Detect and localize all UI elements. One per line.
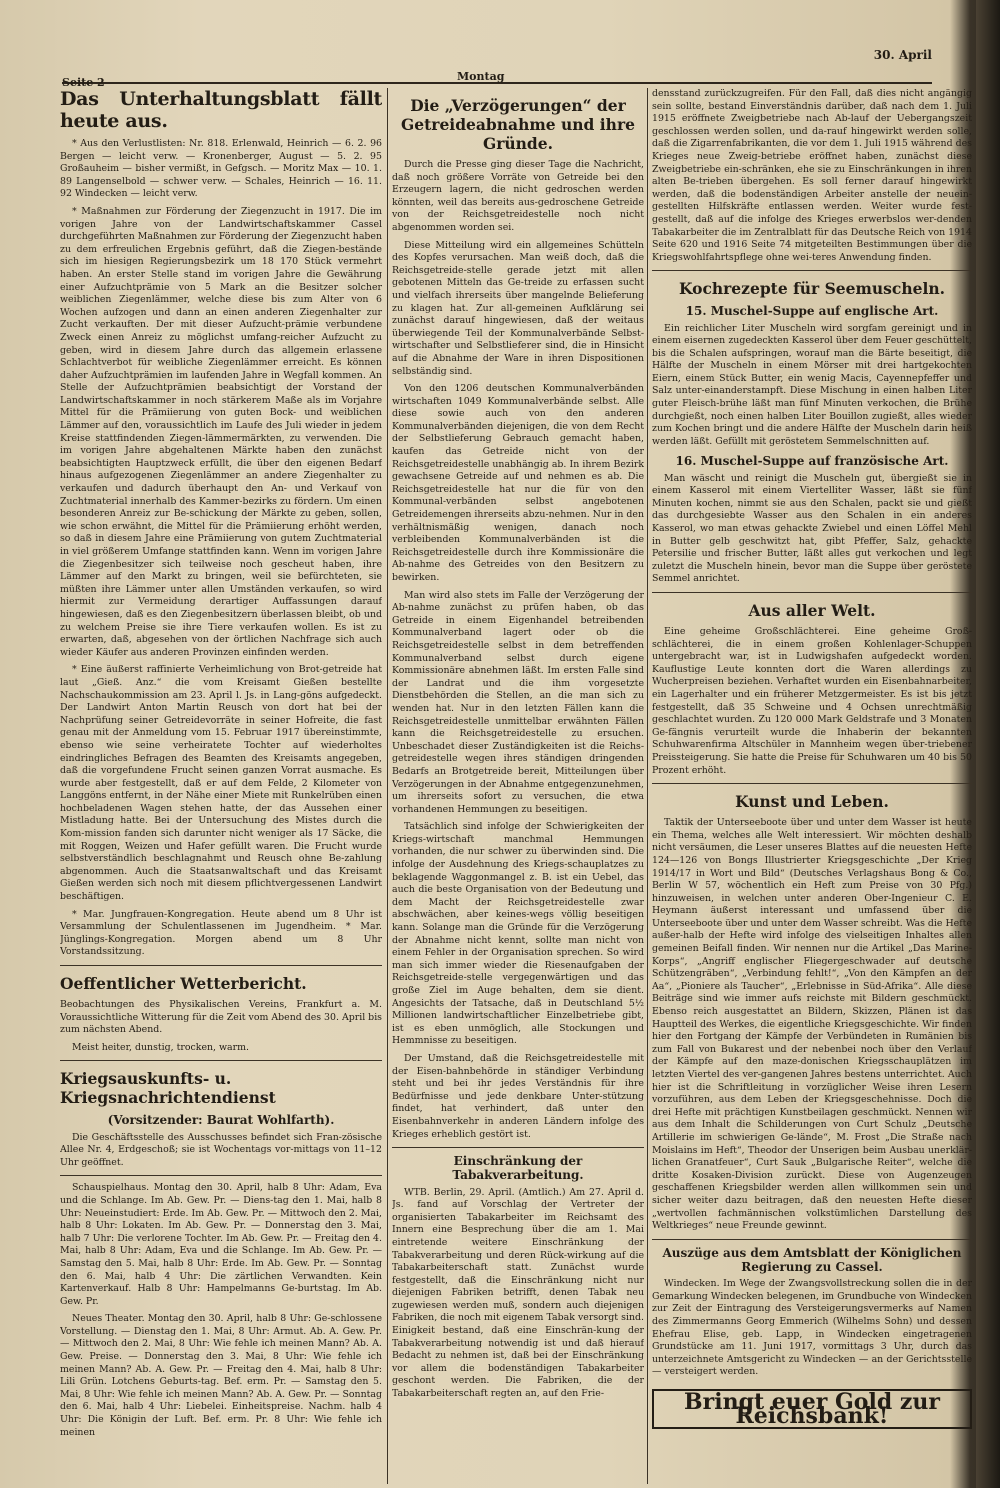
official-gazette-text: Windecken. Im Wege der Zwangsvollstreckung sollen die in der Gemarkung Windecken belegenen, im Grundbuche von Windecken zur Zeit der Eintragung des Versteigerungsvermerks auf Namen des Zimmermanns Georg Emmerich (Wilhelms Sohn) und dessen Ehefrau Elise, geb. Lapp, in Windecken eingetragenen Grundstücke am 11. Juni 1917, vormittags 3 Uhr, durch das unterzeichnete Amtsgericht zu Windecken — an der Gerichtsstelle — versteigert werden. [652, 1278, 972, 1378]
grain-paragraph: Von den 1206 deutschen Kommunalverbänden wirtschaften 1049 Kommunalverbände selbst. Alle diese sowie auch von den anderen Kommunalverbänden diejenigen, die von dem Recht der Selbstlieferung Gebrauch gemacht haben, kaufen das Getreide nicht von der Reichsgetreidestelle unabhängig ab. In ihrem Bezirk gewachsene Getreide auf und nehmen es ab. Die Reichsgetreidestelle hat nur die für von den Kommunal-verbänden selbst angebotenen Getreidemengen ihrerseits abzu-nehmen. Nur in den verhältnismäßig wenigen, danach noch verbleibenden Kommunalverbänden ist die Reichsgetreidestelle durch ihre Kommissionäre die Ab-nahme des Getreides von den Besitzern zu bewirken. [392, 383, 644, 583]
weather-forecast: Meist heiter, dunstig, trocken, warm. [72, 1041, 249, 1053]
grain-paragraph: Der Umstand, daß die Reichsgetreidestelle mit der Eisen-bahnbehörde in ständiger Verbindung steht und bei ihr jedes Verständnis für ihre Bedürfnisse und jede denkbare Unter-stützung findet, hat verhindert, daß unter den Eisenbahnverkehr in anderen Ländern infolge des Krieges erheblich gestört ist. [392, 1052, 644, 1140]
divider [652, 270, 972, 271]
arts-heading: Kunst und Leben. [735, 792, 889, 812]
recipe-title: 15. Muschel-Suppe auf englische Art. [685, 304, 939, 319]
divider [652, 1239, 972, 1240]
divider [60, 1175, 382, 1176]
world-news-text: Eine geheime Großschlächterei. Eine geheime Groß-schlächterei, die in einem großen Kohlenlager-Schuppen untergebracht war, ist in Ludwigshafen aufgedeckt worden. Kauflustige Leute konnten dort die Waren allerdings zu Wucherpreisen beziehen. Verhaftet wurden ein Eisenbahnarbeiter, ein Lagerhalter und ein früherer Metzgermeister. Es ist bis jetzt festgestellt, daß 35 Schweine und 4 Ochsen unrechtmäßig geschlachtet wurden. Zu 120 000 Mark Geldstrafe und 3 Monaten Ge-fängnis verurteilt wurde die Inhaberin der bekannten Schuhwarenfirma Altschüler in Mannheim wegen über-triebener Preissteigerung. Sie hatte die Preise für Schuhwaren um 40 bis 50 Prozent erhöht. [652, 626, 972, 776]
congregation-notice: * Mar. Jungfrauen-Kongregation. Heute abend um 8 Uhr ist Versammlung der Schulentlassenen im Jugendheim. * Mar. Jünglings-Kongregation. Morgen abend um 8 Uhr Vorstandssitzung. [60, 908, 382, 958]
column-3 [652, 88, 972, 1484]
divider [392, 1147, 644, 1148]
weather-text: Beobachtungen des Physikalischen Vereins, Frankfurt a. M. Voraussichtliche Witterung für die Zeit vom Abend des 30. April bis zum nächsten Abend. [60, 999, 382, 1036]
recipe-text: Man wäscht und reinigt die Muscheln gut, übergießt sie in einem Kasserol mit einem Viertelliter Wasser, läßt sie fünf Minuten kochen, nimmt sie aus den Schalen, packt sie und gießt das durchgesiebte Wasser aus den Schalen in ein anderes Kasserol, wo man etwas gehackte Zwiebel und einen Löffel Mehl in Butter gelb geschwitzt hat, gibt Pfeffer, Salz, gehackte Petersilie und frischer Butter, läßt alles gut verkochen und legt zuletzt die Muscheln hinein, bevor man die Suppe über geröstete Semmel anrichtet. [652, 472, 972, 585]
official-gazette-heading: Auszüge aus dem Amtsblatt der Königlichen Regierung zu Cassel. [662, 1245, 962, 1274]
grain-concealment-article: * Eine äußerst raffinierte Verheimlichung von Brot-getreide hat laut „Gieß. Anz.“ die vom Kreisamt Gießen bestellte Nachschaukommission am 23. April l. Js. in Lang-göns aufgedeckt. Der Landwirt Anton Martin Reusch von dort hat bei der Nachprüfung seiner Getreidevorräte in seiner Hofreite, die fast genau mit der Anmeldung vom 15. Februar 1917 übereinstimmte, ebenso wie seine verheiratete Tochter auf wiederholtes eindringliches Befragen des Beamten des Kreisamts angegeben, daß die vorgefundene Frucht seinen ganzen Vorrat ausmache. Es wurde aber festgestellt, daß er auf dem Felde, 2 Kilometer von Langgöns entfernt, in der Nähe einer Miete mit Runkelrüben einen hochbeladenen Wagen stehen hatte, der das Aussehen einer Mistladung hatte. Bei der Untersuchung des Mistes durch die Kom-mission fanden sich darunter nicht weniger als 17 Säcke, die mit Roggen, Weizen und Hafer gefüllt waren. Die Frucht wurde selbstverständlich beschlagnahmt und Reusch ohne Be-zahlung abgenommen. Auch die Staatsanwaltschaft und das Kreisamt Gießen werden sich noch mit diesem pflichtvergessenen Landwirt beschäftigen. [60, 664, 382, 903]
divider [652, 783, 972, 784]
theater-schauspielhaus: Schauspielhaus. Montag den 30. April, halb 8 Uhr: Adam, Eva und die Schlange. Im Ab. Gew. Pr. — Diens-tag den 1. Mai, halb 8 Uhr: Neueinstudiert: Erde. Im Ab. Gew. Pr. — Mittwoch den 2. Mai, halb 8 Uhr: Lokaten. Im Ab. Gew. Pr. — Donnerstag den 3. Mai, halb 7 Uhr: Die verlorene Tochter. Im Ab. Gew. Pr. — Freitag den 4. Mai, halb 8 Uhr: Adam, Eva und die Schlange. Im Ab. Gew. Pr. — Samstag den 5. Mai, halb 8 Uhr: Erde. Im Ab. Gew. Pr. — Sonntag den 6. Mai, halb 4 Uhr: Die zärtlichen Verwandten. Kein Kartenverkauf. Halb 8 Uhr: Hampelmanns Ge-burtstag. Im Ab. Gew. Pr. [60, 1182, 382, 1307]
page-number: Seite 2 [62, 76, 105, 89]
column-1 [60, 88, 382, 1484]
grain-paragraph: Durch die Presse ging dieser Tage die Nachricht, daß noch größere Vorräte von Getreide bei den Erzeugern lagern, die nicht gedroschen werden könnten, weil das bereits aus-gedroschene Getreide von der Reichsgetreidestelle noch nicht abgenommen worden sei. [392, 159, 644, 233]
theater-neues-theater: Neues Theater. Montag den 30. April, halb 8 Uhr: Ge-schlossene Vorstellung. — Dienstag den 1. Mai, 8 Uhr: Armut. Ab. A. Gew. Pr. — Mittwoch den 2. Mai, 8 Uhr: Wie fehle ich meinen Mann? Ab. A. Gew. Preise. — Donnerstag den 3. Mai, 8 Uhr: Wie fehle ich meinen Mann? Ab. A. Gew. Pr. — Freitag den 4. Mai, halb 8 Uhr: Lili Grün. Lotchens Geburts-tag. Bef. erm. Pr. — Samstag den 5. Mai, 8 Uhr: Wie fehle ich meinen Mann? Ab. A. Gew. Pr. — Sonntag den 6. Mai, halb 4 Uhr: Liebelei. Einheitspreise. Nachm. halb 4 Uhr: Die Königin der Luft. Bef. erm. Pr. 8 Uhr: Wie fehle ich meinen [60, 1313, 382, 1438]
world-news-heading: Aus aller Welt. [748, 601, 876, 620]
recipe-title: 16. Muschel-Suppe auf französische Art. [675, 454, 949, 469]
weather-heading: Oeffentlicher Wetterbericht. [60, 974, 307, 993]
divider [60, 1060, 382, 1061]
grain-paragraph: Man wird also stets im Falle der Verzögerung der Ab-nahme zunächst zu prüfen haben, ob das Getreide in einem Eigenhandel betreibenden Kommunalverband lagert oder ob die Reichsgetreidestelle selbst in dem betreffenden Kommunalverband selbst durch eigene Kommissionäre abnehmen läßt. Im ersten Falle sind der Landrat und die ihm vorgesetzte Dienstbehörden die Stellen, an die man sich zu wenden hat. Nur in den letzten Fällen kann die Reichsgetreidestelle unmittelbar erwähnten Fällen kann die Reichsgetreidestelle zu ersuchen. Unbeschadet dieser Zuständigkeiten ist die Reichs-getreidestelle wegen ihres ständigen dringenden Bedarfs an Brotgetreide bereit, Mitteilungen über Verzögerungen in der Abnahme entgegenzunehmen, um ihrerseits sofort zu versuchen, die etwa vorhandenen Hemmungen zu beseitigen. [392, 589, 644, 815]
tobacco-heading: Einschränkung der Tabakverarbeitung. [452, 1154, 584, 1183]
facing-page-edge [976, 0, 1000, 1488]
divider [652, 592, 972, 593]
column-2 [392, 88, 644, 1484]
weekday: Montag [457, 70, 505, 83]
goat-breeding-article: * Maßnahmen zur Förderung der Ziegenzucht in 1917. Die im vorigen Jahre von der Landwirtschaftskammer Cassel durchgeführten Maßnahmen zur Förderung der Ziegenzucht haben zu dem erfreulichen Ergebnis geführt, daß die Ziegen-bestände sich im hiesigen Regierungsbezirk um 18 170 Stück vermehrt haben. An erster Stelle stand im vorigen Jahre die Gewährung einer Aufzuchtprämie von 5 Mark an die Besitzer solcher weiblichen Ziegenlämmer, welche diese bis zum Alter von 6 Wochen aufzogen und dann an einen anderen Ziegenhalter zur Zucht verkauften. Der mit dieser Aufzucht-prämie verbundene Zweck einen Anreiz zu möglichst umfang-reicher Aufzucht zu geben, wird in diesem Jahre durch das allgemein erlassene Schlachtverbot für weibliche Ziegenlämmer erreicht. Es können daher Aufzuchtprämien im laufenden Jahre in Wegfall kommen. An Stelle der Aufzuchtprämien beabsichtigt der Vorstand der Landwirtschaftskammer in noch stärkerem Maße als im Vorjahre Mittel für die Prämiierung von guten Bock- und weiblichen Lämmer auf den, voraussichtlich im Laufe des Juli wieder in jedem Kreise stattfindenden Ziegen-lämmermärkten, zu verwenden. Die im vorigen Jahre abgehaltenen Märkte haben den zunächst beabsichtigten Hauptzweck erfüllt, die über den eigenen Bedarf hinaus aufgezogenen Ziegenlämmer an andere Ziegenhalter zu verkaufen und dadurch überhaupt den An- und Verkauf von Zuchtmaterial innerhalb des Kammer-bezirks zu fördern. Um einen besonderen Anreiz zur Be-schickung der Märkte zu geben, sollen, wie schon erwähnt, die Mittel für die Prämiierung erhöht werden, so daß in diesem Jahre eine Prämiierung von gutem Zuchtmaterial in viel größerem Umfange stattfinden kann. Wenn im vorigen Jahre die Ziegenbesitzer sich teilweise noch gescheut haben, ihre Lämmer auf den Markt zu bringen, weil sie befürchteten, sie müßten ihre Lämmer unter allen Umständen verkaufen, so wird hiermit zur Vermeidung derartiger Auffassungen darauf hingewiesen, daß es den Ziegenbesitzern überlassen bleibt, ob und zu welchem Preise sie ihre Tiere verkaufen wollen. Es ist zu erwarten, daß, abgesehen von der örtlichen Nachfrage sich auch wieder Käufer aus anderen Provinzen einfinden werden. [60, 205, 382, 658]
war-info-heading: Kriegsauskunfts- u. Kriegsnachrichtendienst [60, 1069, 276, 1108]
tobacco-text: WTB. Berlin, 29. April. (Amtlich.) Am 27. April d. Js. fand auf Vorschlag der Vertreter der organisierten Tabakarbeiter im Reichsamt des Innern eine Besprechung über die am 1. Mai eintretende weitere Einschränkung der Tabakverarbeitung und deren Rück-wirkung auf die Tabakarbeiterschaft statt. Zunächst wurde festgestellt, daß die Einschränkung nicht nur diejenigen Fabriken betrifft, denen Tabak neu zugewiesen werden muß, sondern auch diejenigen Fabriken, die noch mit eigenem Tabak versorgt sind. Einigkeit bestand, daß eine Einschrän-kung der Tabakverarbeitung notwendig ist und daß hierauf Bedacht zu nehmen ist, daß bei der Einschränkung vor allem die bodenständigen Tabakarbeiter geschont werden. Die Fabriken, die der Tabakarbeiterschaft regten an, auf den Frie- [392, 1186, 644, 1400]
notice-headline: Das Unterhaltungsblatt fällt heute aus. [60, 88, 382, 132]
column-rule [387, 88, 388, 1484]
grain-paragraph: Diese Mitteilung wird ein allgemeines Schütteln des Kopfes verursachen. Man weiß doch, daß die Reichsgetreide-stelle gerade jetzt mit allen gebotenen Mitteln das Ge-treide zu erfassen sucht und vielfach ihrerseits über mangelnde Belieferung zu klagen hat. Zur all-gemeinen Aufklärung sei zunächst darauf hingewiesen, daß der weitaus überwiegende Teil der Kommunalverbände Selbst-wirtschafter und Selbstlieferer sind, die in Hinsicht auf die Abnahme der Ware in ihren Dispositionen selbständig sind. [392, 239, 644, 377]
page-header [62, 48, 932, 89]
recipes-heading: Kochrezepte für Seemuscheln. [678, 279, 946, 299]
recipe-text: Ein reichlicher Liter Muscheln wird sorgfam gereinigt und in einem eisernen zugedeckten Kasserol über dem Feuer geschüttelt, bis die Schalen aufspringen, worauf man die Bärte beseitigt, die Hälfte der Muscheln in einem Mörser mit drei hartgekochten Eiern, einem Stück Butter, ein wenig Macis, Cayennepfeffer und Salz unter-einanderstampft. Diese Mischung in einen halben Liter guter Fleisch-brühe läßt man fünf Minuten verkochen, die Brühe durchgießt, noch einen halben Liter Bouillon zugießt, alles wieder zum Kochen bringt und die andere Hälfte der Muscheln darin heiß werden läßt. Gefüllt mit geröstetem Semmelschnitten auf. [652, 322, 972, 447]
arts-text: Taktik der Unterseeboote über und unter dem Wasser ist heute ein Thema, welches alle Welt interessiert. Wir möchten deshalb nicht versäumen, die Leser unseres Blattes auf die neuesten Hefte 124—126 von Bongs Illustrierter Kriegsgeschichte „Der Krieg 1914/17 in Wort und Bild“ (Deutsches Verlagshaus Bong & Co., Berlin W 57, wöchentlich ein Heft zum Preise von 30 Pfg.) hinzuweisen, in welchen unter anderen Ober-Ingenieur C. E. Heymann äußerst interessant und umfassend über die Unterseeboote über und unter dem Wasser schreibt. Was die Hefte außer-halb der Hefte wird infolge des vielseitigen Inhaltes allen gemeinen Beifall finden. Wir nennen nur die Artikel „Das Marine-Korps“, „Angriff englischer Fliegergeschwader auf deutsche Schützengräben“, „Verbindung fehlt!“, „Von den Kämpfen an der Aa“, „Pioniere als Taucher“, „Erlebnisse in Süd-Afrika“. Alle diese Beiträge sind wie immer aufs reichste mit Bildern geschmückt. Ebenso reich ausgestattet an Bildern, Skizzen, Plänen ist das Hauptteil des Werkes, die eigentliche Kriegsgeschichte. Wir finden hier den Fortgang der Kämpfe der Verbündeten in Rumänien bis zum Fall von Bukarest und der nebenbei noch über den Verlauf der Kämpfe auf den maze-donischen Kriegsschauplätzen im letzten Viertel des ver-gangenen Jahres bestens unterrichtet. Auch hier ist die Schriftleitung in vorzüglicher Weise ihren Lesern vorzuführen, aus dem Leben der Kriegsgeschehnisse. Doch die drei Hefte mit prächtigen Kunstbeilagen geschmückt. Nennen wir aus dem Inhalt die Schilderungen von Curt Schulz „Deutsche Artillerie im schwierigen Ge-lände“, M. Frost „Die Straße nach Moislains im Heft“, Theodor der Unserigen beim Ausbau unerklär-lichen Granatfeuer“, Curt Sauk „Bulgarische Reiter“, welche die dritte Kosaken-Division zurückt. Diese von Augenzeugen geschaffenen Kriegsbilder werden allen willkommen sein und sicher weiter dazu beitragen, daß den neuesten Hefte dieser „wertvollen fachmännischen volkstümlichen Darstellung des Weltkrieges“ neue Freunde gewinnt. [652, 817, 972, 1232]
war-info-chair: (Vorsitzender: Baurat Wohlfarth). [107, 1113, 335, 1128]
grain-headline: Die „Verzögerungen“ der Getreideabnahme und ihre Gründe. [401, 96, 635, 153]
issue-date: 30. April [873, 48, 932, 62]
gold-appeal-banner: Bringt euer Gold zur Reichsbank! [652, 1389, 972, 1429]
grain-paragraph: Tatsächlich sind infolge der Schwierigkeiten der Kriegs-wirtschaft manchmal Hemmungen vorhanden, die nur schwer zu überwinden sind. Die infolge der Ausdehnung des Kriegs-schauplatzes zu beklagende Waggonmangel z. B. ist ein Uebel, das auch die beste Organisation von der Bedeutung und dem Macht der Reichsgetreidestelle zwar abschwächen, aber keines-wegs völlig beseitigen kann. Solange man die Gründe für die Verzögerung der Abnahme nicht kennt, sollte man nicht von einem Fehler in der Organisation sprechen. So wird man sich immer wieder die Riesenaufgaben der Reichsgetreide-stelle vergegenwärtigen und das große Ziel im Auge behalten, dem sie dient. Angesichts der Tatsache, daß in Deutschland 5½ Millionen landwirtschaftlicher Einzelbetriebe gibt, ist es eben unmöglich, alle Stockungen und Hemmnisse zu beseitigen. [392, 821, 644, 1047]
war-info-text: Die Geschäftsstelle des Ausschusses befindet sich Fran-zösische Allee Nr. 4, Erdgeschoß; sie ist Wochentags vor-mittags von 11–12 Uhr geöffnet. [60, 1131, 382, 1168]
divider [60, 965, 382, 966]
column-rule [647, 88, 648, 1484]
tobacco-continuation: densstand zurückzugreifen. Für den Fall, daß dies nicht angängig sein sollte, bestand Einverständnis darüber, daß nach dem 1. Juli 1915 eröffnete Zweigbetriebe nach Ab-lauf der Uebergangszeit geschlossen werden sollen, und da-rauf hingewirkt werden solle, daß die Zigarrenfabrikanten, die vor dem 1. Juli 1915 während des Krieges neue Zweig-betriebe eröffnet haben, zunächst diese Zweigbetriebe ein-schränken, ehe sie zu Einschränkungen in ihren alten Be-trieben übergehen. Es soll ferner darauf hingewirkt werden, daß die bodenständigen Arbeiter anstelle der neuein-gestellten Hilfskräfte entlassen werden. Weiter wurde fest-gestellt, daß auf die infolge des Krieges erwerbslos wer-denden Tabakarbeiter die im Zentralblatt für das Deutsche Reich von 1914 Seite 620 und 1916 Seite 74 mitgeteilten Bestimmungen über die Kriegswohlfahrtspflege ohne wei-teres Anwendung finden. [652, 88, 972, 263]
casualty-list: * Aus den Verlustlisten: Nr. 818. Erlenwald, Heinrich — 6. 2. 96 Bergen — leicht verw. — Kronenberger, August — 5. 2. 95 Großauheim — bisher vermißt, in Gefgsch. — Moritz Max — 10. 1. 89 Langenselbold — schwer verw. — Schales, Heinrich — 16. 11. 92 Windecken — leicht verw. [60, 138, 382, 200]
